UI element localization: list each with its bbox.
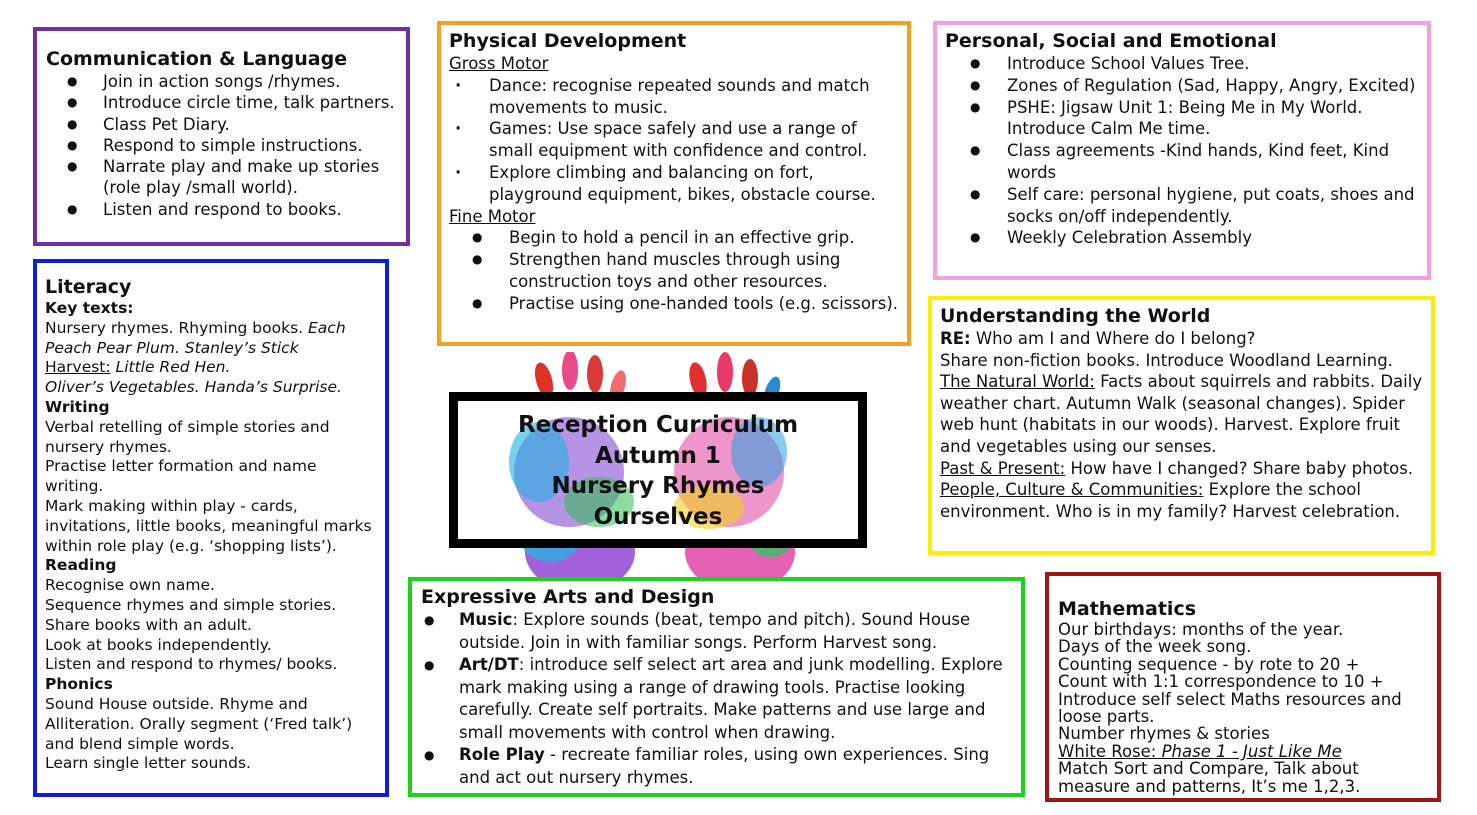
music-text: : Explore sounds (beat, tempo and pitch). Sound House outside. Join in with familiar songs. Perform Harvest song.: [459, 610, 971, 652]
curriculum-title-box: [449, 392, 867, 548]
harvest-line: [45, 358, 379, 378]
re-label: RE:: [940, 329, 971, 348]
phonics-line: Sound House outside. Rhyme and Alliteration. Orally segment (‘Fred talk’) and blend simple words.: [45, 694, 353, 753]
pse-title: Personal, Social and Emotional: [945, 30, 1277, 52]
role-play-text: - recreate familiar roles, using own experiences. Sing and act out nursery rhymes.: [459, 745, 990, 787]
list-item: [421, 744, 1013, 789]
list-item: · Explore climbing and balancing on fort, playground equipment, bikes, obstacle course.: [449, 162, 899, 206]
literacy-title: Literacy: [45, 276, 132, 298]
key-texts-italic-2: Oliver’s Vegetables. Handa’s Surprise.: [45, 378, 342, 397]
gross-motor-heading: Gross Motor: [449, 54, 549, 73]
list-item: ● Class agreements -Kind hands, Kind feet, Kind words: [945, 140, 1419, 184]
center-line: Ourselves: [593, 503, 723, 530]
list-item: ● Zones of Regulation (Sad, Happy, Angry, Excited): [945, 75, 1419, 97]
expressive-arts-box: [408, 577, 1025, 797]
people-culture-label: People, Culture & Communities:: [940, 480, 1204, 500]
list-item: ● Introduce circle time, talk partners.: [46, 92, 398, 113]
key-texts-heading: Key texts:: [45, 299, 134, 317]
past-present-label: Past & Present:: [940, 458, 1066, 478]
center-line: Reception Curriculum: [517, 412, 799, 438]
list-item: ● Practise using one-handed tools (e.g. scissors).: [449, 293, 899, 315]
natural-world-line: [940, 371, 1423, 457]
list-item: ● Self care: personal hygiene, put coats, shoes and socks on/off independently.: [945, 184, 1419, 228]
list-item: ● PSHE: Jigsaw Unit 1: Being Me in My World. Introduce Calm Me time.: [945, 97, 1419, 141]
reading-line: Recognise own name.: [45, 576, 215, 595]
maths-title: Mathematics: [1058, 598, 1197, 620]
reading-line: Share books with an adult.: [45, 615, 252, 634]
phonics-heading: Phonics: [45, 675, 113, 694]
communication-title: Communication & Language: [46, 48, 348, 70]
center-line: Autumn 1: [595, 442, 721, 469]
reading-line: Sequence rhymes and simple stories.: [45, 595, 337, 614]
art-dt-text: : introduce self select art area and junk modelling. Explore mark making using a range of drawing tools. Practise looking carefully. Create self portraits. Make patterns and use large and small movements with control when drawing.: [459, 655, 1003, 742]
list-item: ● Join in action songs /rhymes.: [46, 71, 398, 92]
understanding-title: Understanding the World: [940, 305, 1211, 327]
list-item: · Dance: recognise repeated sounds and match movements to music.: [449, 75, 899, 119]
fine-motor-list: [449, 227, 899, 314]
maths-line: Match Sort and Compare, Talk about measure and patterns, It’s me 1,2,3.: [1058, 759, 1361, 796]
people-culture-line: [940, 479, 1423, 522]
list-item: ● Begin to hold a pencil in an effective grip.: [449, 227, 899, 249]
writing-heading: Writing: [45, 397, 110, 416]
communication-language-box: [33, 27, 410, 246]
literacy-box: [33, 259, 389, 797]
maths-line: Days of the week song.: [1058, 637, 1252, 657]
past-present-line: [940, 458, 1423, 480]
list-item: [421, 609, 1013, 654]
harvest-text: Little Red Hen.: [110, 358, 231, 377]
ead-title: Expressive Arts and Design: [421, 586, 715, 608]
list-item: ● Strengthen hand muscles through using construction toys and other resources.: [449, 249, 899, 293]
reading-heading: Reading: [45, 556, 117, 575]
center-line: Nursery Rhymes: [551, 473, 765, 499]
white-rose-label: White Rose:: [1058, 741, 1157, 761]
maths-line: Our birthdays: months of the year.: [1058, 620, 1344, 639]
reading-line: Listen and respond to rhymes/ books.: [45, 655, 338, 674]
re-text: Who am I and Where do I belong?: [970, 329, 1256, 348]
writing-line: Practise letter formation and name writing.: [45, 457, 317, 496]
gross-motor-list: [449, 75, 899, 206]
ead-list: [421, 609, 1013, 789]
harvest-label: Harvest:: [45, 358, 111, 377]
natural-world-label: The Natural World:: [940, 372, 1095, 392]
natural-world-text: Facts about squirrels and rabbits. Daily weather chart. Autumn Walk (seasonal changes). Spider web hunt (habitats in our woods). Harvest. Explore fruit and vegetables using our senses.: [940, 372, 1423, 456]
understanding-world-box: [928, 296, 1435, 555]
list-item: ● Weekly Celebration Assembly: [945, 227, 1419, 249]
list-item: ● Class Pet Diary.: [46, 114, 398, 135]
art-dt-label: Art/DT: [459, 655, 519, 674]
maths-line: Counting sequence - by rote to 20 +: [1058, 654, 1360, 674]
writing-line: Verbal retelling of simple stories and nursery rhymes.: [45, 417, 330, 456]
maths-line: Count with 1:1 correspondence to 10 +: [1058, 672, 1384, 692]
list-item: ● Listen and respond to books.: [46, 199, 398, 220]
music-label: Music: [459, 610, 513, 629]
white-rose-line: [1058, 743, 1429, 760]
list-item: ● Respond to simple instructions.: [46, 135, 398, 156]
communication-list: [46, 71, 398, 220]
list-item: [421, 654, 1013, 744]
pse-list: [945, 53, 1419, 249]
maths-line: Number rhymes & stories: [1058, 724, 1270, 744]
woodland-line: Share non-fiction books. Introduce Woodland Learning.: [940, 350, 1393, 370]
maths-line: Introduce self select Maths resources and loose parts.: [1058, 689, 1402, 727]
pse-box: [933, 21, 1431, 280]
mathematics-box: [1045, 572, 1441, 802]
key-texts-paragraph: [45, 319, 379, 359]
list-item: · Games: Use space safely and use a range of small equipment with confidence and control.: [449, 118, 899, 162]
writing-line: Mark making within play - cards, invitations, little books, meaningful marks within role play (e.g. ‘shopping lists’).: [45, 496, 372, 555]
past-present-text: How have I changed? Share baby photos.: [1065, 458, 1414, 478]
physical-development-box: [437, 21, 911, 346]
re-line: [940, 328, 1423, 350]
list-item: ● Introduce School Values Tree.: [945, 53, 1419, 75]
physical-title: Physical Development: [449, 30, 687, 52]
people-culture-text: Explore the school environment. Who is in my family? Harvest celebration.: [940, 480, 1401, 521]
role-play-label: Role Play: [459, 745, 545, 764]
reading-line: Look at books independently.: [45, 635, 272, 654]
fine-motor-heading: Fine Motor: [449, 206, 536, 226]
curriculum-title: [458, 410, 858, 532]
key-texts-plain: Nursery rhymes. Rhyming books.: [45, 318, 309, 337]
list-item: ● Narrate play and make up stories (role play /small world).: [46, 156, 398, 199]
key-texts-italic: Each Peach Pear Plum. Stanley’s Stick: [45, 318, 346, 357]
white-rose-italic: Phase 1 - Just Like Me: [1156, 741, 1342, 761]
phonics-line: Learn single letter sounds.: [45, 754, 251, 773]
